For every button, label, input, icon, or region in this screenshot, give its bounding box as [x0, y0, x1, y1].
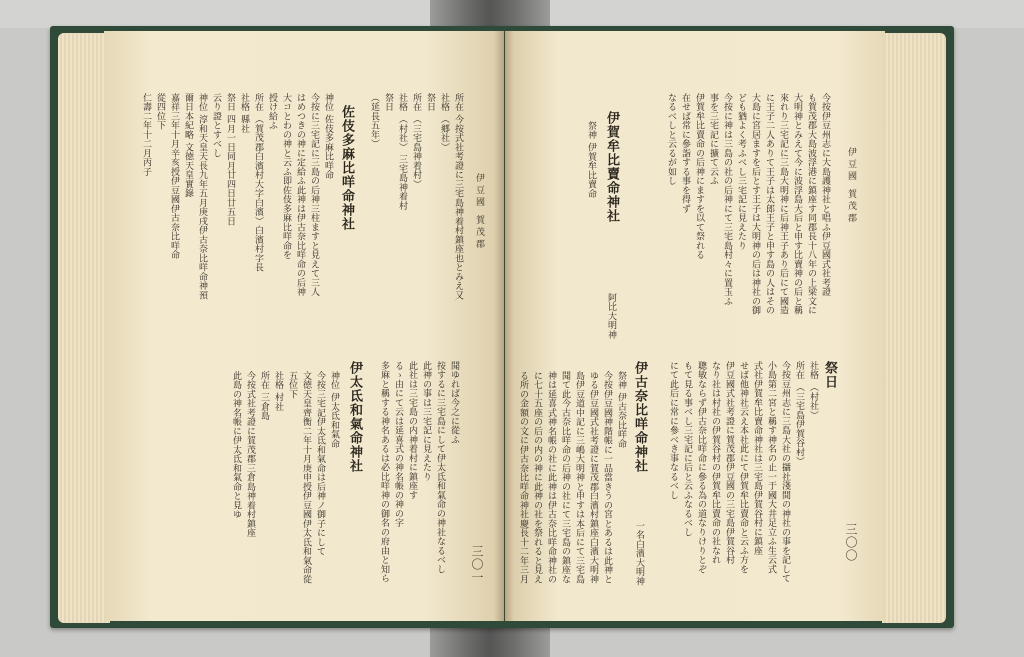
right-text-col-26: 式社伊賀牟比賣命神社は三宅島伊賀谷村に鎮座 [752, 361, 762, 556]
running-head-right: 伊豆國 賀茂郡 [846, 147, 856, 225]
left-text-col-35: 聞ゆれば今之に從ふ [449, 361, 459, 445]
right-text-col-21: る所の金額の文に伊古奈比咩命神社慶長十二年三月 [518, 371, 528, 584]
shrine-heading-ikonahime: 伊古奈比咩命神社 [632, 361, 647, 473]
left-text-col-6: 祭日 [383, 93, 393, 112]
left-text-col-15: 祭日 四月一日同月廿四日廿五日 [225, 93, 235, 226]
left-text-col-34: 按するに三宅島にして伊太氐和氣命の神社なるべし [435, 361, 445, 574]
left-text-col-7: （延長五年） [369, 93, 379, 149]
right-text-col-3: 大明神とみえて今に波浮島大后と申す比賣神の后と稱 [792, 93, 802, 315]
left-text-col-5: 社格 （村社） 三宅島神着村 [397, 93, 407, 211]
right-text-col-9: 今按に神は三島の社の后神にて三宅島村々に置玉ふ [722, 93, 732, 306]
left-text-col-16: 云り證とすべし [211, 93, 221, 158]
left-text-col-14: 社格 縣社 [239, 93, 249, 134]
right-text-col-13: なるべしと云るが如し [666, 93, 676, 186]
right-text-col-2: も賀茂郡大島波浮港に鎮座す同郡長十八年の上梁文に [806, 93, 816, 315]
right-text-col-30: 聰敏ならず伊古奈比咩命に參る為の道なりけりとぞ [696, 361, 706, 574]
left-text-col-19: 嘉祥三年十月辛亥授伊豆國伊古奈比咩命 [169, 93, 179, 260]
right-text-col-17: 島伊豆道中記に三嶋大明神と申すは本后にて三宅島 [574, 371, 584, 584]
shrine-heading-itatewake: 伊太氐和氣命神社 [347, 361, 362, 473]
left-text-col-11: 大コとわの神と云ふ即佐伎多麻比咩命を [281, 93, 291, 260]
left-text-col-10: はめつきの神に定給ふ此神は伊古奈比咩命の后神 [295, 93, 305, 297]
right-text-col-16: ゆる伊豆國式社考證に賀茂郡白濱村鎮座白濱大明神 [588, 371, 598, 584]
right-text-col-27: せば他神社云え本社此にて伊賀牟比賣命と云ふ方を [738, 361, 748, 574]
right-text-col-4: 來れり三宅記に三島大明神に后神王子あり后にて國造 [778, 93, 788, 315]
left-text-col-1: 所在 今按式社考證に三宅島神着村鎮座也とみえ又 [453, 93, 463, 300]
right-text-col-6: 大島に宮居ますを后とす王子は大明神の后は神社の御 [750, 93, 760, 315]
right-text-col-7: ども猶よく考ふべし三宅記に見えたり [736, 93, 746, 251]
left-text-col-18: 爾日本紀略 文徳天皇實錄 [183, 93, 193, 198]
left-text-col-25: 五位下 [287, 371, 297, 399]
festival-heading: 祭日 [822, 361, 837, 389]
left-text-col-30: 多麻と稱する神名あるは必比咩神の御名の府由と知ら [379, 361, 389, 583]
right-text-col-24: 今按豆州志に三島大社の攝社淺間の神社の事を記して [780, 361, 790, 583]
right-text-col-1: 今按伊豆州志に大島護神社と唱ふ伊豆國式社考證 [820, 93, 830, 297]
right-text-col-5: に王子二人ありて王子は太郎王子と申す島の人はその [764, 93, 774, 315]
shrine-note-igamuhime: 阿比大明神 [606, 293, 616, 340]
right-text-col-31: もて見る事べし三宅記に后と云ふなるべし [682, 361, 692, 537]
left-text-col-13: 所在 （賀茂郡白濱村大字白濱）白濱村字長 [253, 93, 263, 272]
right-text-col-15: 今按伊豆國神階帳に一品當きうの宮とあるは此神と [602, 371, 612, 584]
page-edges-left [58, 33, 110, 623]
left-text-col-28: 今按式社考證に賀茂郡三倉島神着村鎮座 [245, 371, 255, 538]
right-text-col-20: に七十五座の后の内の神に此神の社を祭れると見え [532, 371, 542, 584]
left-text-col-9: 今按に三宅記に三島の后神三柱ますと見えて三人 [309, 93, 319, 297]
right-text-col-25: 小島第二宮と稱す神名の止一于國大井足立ふ生云式 [766, 361, 776, 574]
left-text-col-12: 授け給ふ [267, 93, 277, 130]
page-edges-right [882, 33, 946, 623]
page-number-left: 三〇一 [470, 545, 484, 584]
left-text-col-17: 神位 淳和天皇天長九年五月庚戌伊古奈比咩命神預 [197, 93, 207, 300]
right-text-col-29: なり社は村社の伊賀谷村の伊賀牟比賣命の社なれ [710, 361, 720, 565]
right-text-col-12: 在せば常に參詣する事を得ず [680, 93, 690, 214]
page-number-right: 三〇〇 [844, 523, 858, 562]
left-text-col-29: 此島の神名帳に伊太氐和氣命と見ゆ [231, 371, 241, 519]
left-text-col-4: 所在 （三宅島神着村） [411, 93, 421, 189]
left-text-col-21: 仁壽二年十二月丙子 [141, 93, 151, 177]
shrine-note-ikonahime: 一名白濱大明神 [634, 521, 644, 586]
left-text-col-31: るゝ由にて云は延喜式の神名帳の神の字 [393, 361, 403, 528]
right-text-col-18: 聞て此今古奈比咩命の后神の社にて三宅島の鎮座な [560, 371, 570, 584]
right-text-col-14: 祭神 伊古奈比咩命 [616, 371, 626, 449]
running-head-left: 伊豆國 賀茂郡 [474, 173, 484, 251]
right-text-col-11: 伊賀牟比賣命の后神にますを以て祭れる [694, 93, 704, 260]
right-text-col-28: 伊豆國式社考證に賀茂郡伊豆國の三宅島伊賀谷村 [724, 361, 734, 565]
left-text-col-22: 神位 伊太氐和氣命 [329, 371, 339, 449]
right-text-col-8: 祭神 伊賀牟比賣命 [586, 121, 596, 199]
left-text-col-8: 神位 佐伎多麻比咩命 [323, 93, 333, 180]
left-text-col-23: 今按三宅記伊太氐和氣命は后神ノ御子にして [315, 371, 325, 556]
right-text-col-32: にて此后に常に參べき事なるべし [668, 361, 678, 500]
right-text-col-10: 事を三宅記に擴て云ふ [708, 93, 718, 186]
left-page [104, 31, 504, 621]
left-text-col-27: 所在 三倉島 [259, 371, 269, 421]
book-gutter [494, 31, 514, 621]
shrine-heading-igamuhime: 伊賀牟比賣命神社 [604, 111, 619, 223]
book-stand-bottom [430, 625, 550, 657]
left-text-col-20: 從四位下 [155, 93, 165, 130]
left-text-col-32: 此社は三宅島の内神着村に鎮座す [407, 361, 417, 500]
right-page [505, 31, 885, 621]
left-text-col-33: 此神の事は三宅記に見えたり [421, 361, 431, 482]
right-text-col-22: 社格 （村社） [808, 361, 818, 420]
right-text-col-19: 神は延喜式神名帳の社に此神は伊古奈比咩命神社の [546, 371, 556, 584]
left-text-col-24: 文徳天皇齊衡二年十月庚申授伊豆國伊太氐和氣命從 [301, 371, 311, 584]
right-text-col-23: 所在 （三宅島伊賀谷村） [794, 361, 804, 466]
left-text-col-26: 社格 村社 [273, 371, 283, 412]
left-text-col-2: 社格 （郷社） [439, 93, 449, 152]
left-text-col-3: 祭日 [425, 93, 435, 112]
shrine-heading-sakitamahime: 佐伎多麻比咩命神社 [339, 105, 354, 231]
